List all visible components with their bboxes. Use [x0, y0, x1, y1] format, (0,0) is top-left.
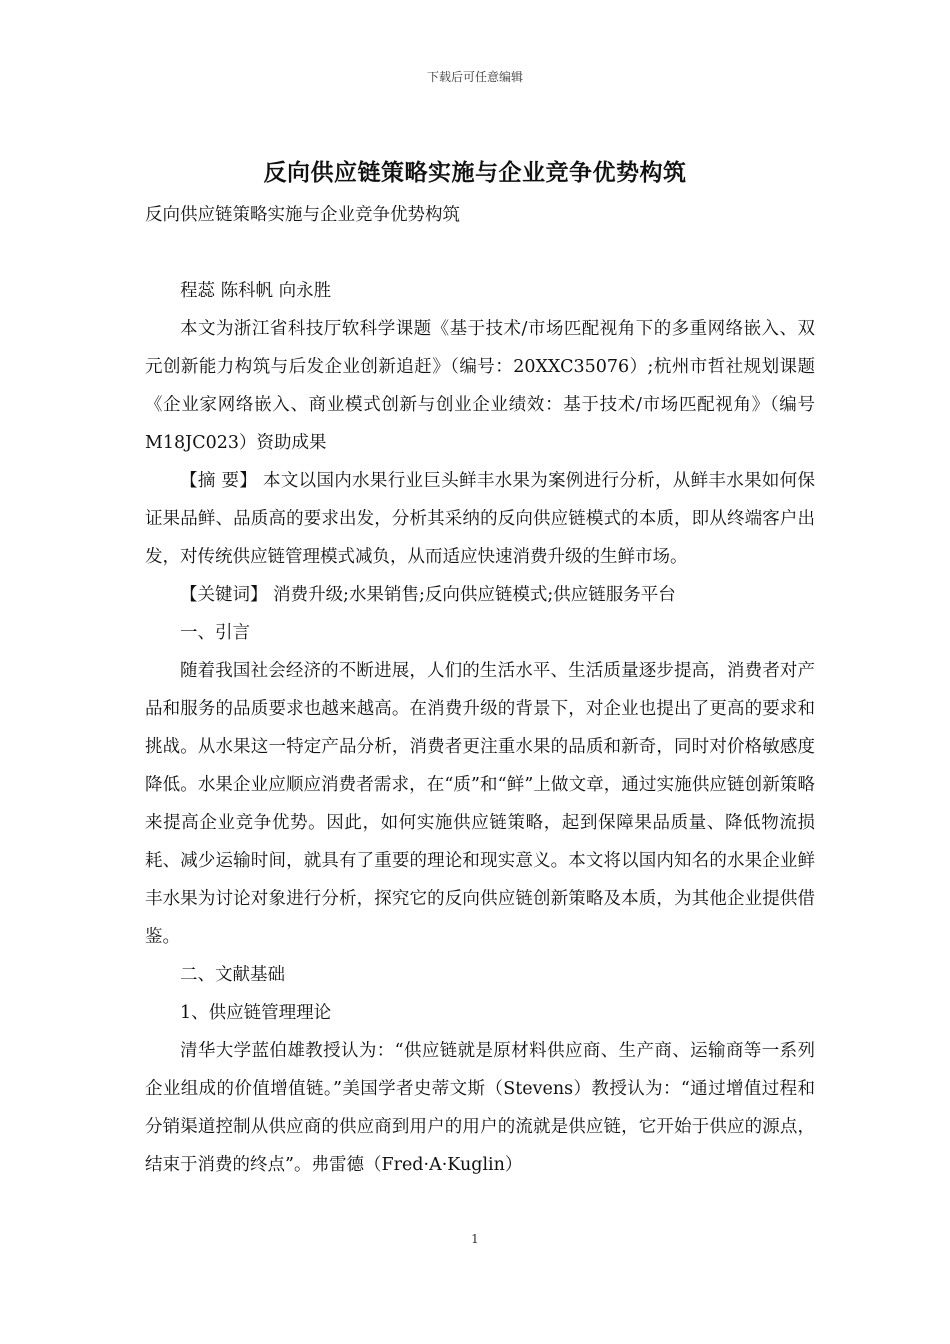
blank-line: [145, 234, 815, 272]
abstract-text: 本文以国内水果行业巨头鲜丰水果为案例进行分析，从鲜丰水果如何保证果品鲜、品质高的要求出发，分析其采纳的反向供应链模式的本质，即从终端客户出发，对传统供应链管理模式减负，从而适应快速消费升级的生鲜市场。: [145, 471, 816, 567]
document-title: 反向供应链策略实施与企业竞争优势构筑: [263, 160, 687, 186]
section-heading-introduction: 一、引言: [180, 623, 250, 643]
author-line: 程蕊 陈科帆 向永胜: [180, 281, 332, 301]
keywords-label: 【关键词】: [180, 585, 268, 605]
header-note: 下载后可任意编辑: [426, 70, 523, 84]
scm-theory-paragraph: 清华大学蓝伯雄教授认为：“供应链就是原材料供应商、生产商、运输商等一系列企业组成的价值增值链。”美国学者史蒂文斯（Stevens）教授认为：“通过增值过程和分销渠道控制从供应商的供应商到用户的用户的流就是供应链，它开始于供应的源点，结束于消费的终点”。弗雷德（Fred·A·Kuglin）: [145, 1041, 815, 1175]
abstract-paragraph: [145, 462, 815, 576]
section-heading-literature: 二、文献基础: [180, 965, 285, 985]
keywords-paragraph: [145, 576, 815, 614]
abstract-label: 【摘 要】: [180, 471, 258, 491]
subsection-heading-scm-theory: 1、供应链管理理论: [180, 1003, 332, 1023]
document-subtitle: 反向供应链策略实施与企业竞争优势构筑: [145, 205, 460, 225]
document-body: [145, 196, 815, 1184]
introduction-paragraph: 随着我国社会经济的不断进展，人们的生活水平、生活质量逐步提高，消费者对产品和服务的品质要求也越来越高。在消费升级的背景下，对企业也提出了更高的要求和挑战。从水果这一特定产品分析，消费者更注重水果的品质和新奇，同时对价格敏感度降低。水果企业应顺应消费者需求，在“质”和“鲜”上做文章，通过实施供应链创新策略来提高企业竞争优势。因此，如何实施供应链策略，起到保障果品质量、降低物流损耗、减少运输时间，就具有了重要的理论和现实意义。本文将以国内知名的水果企业鲜丰水果为讨论对象进行分析，探究它的反向供应链创新策略及本质，为其他企业提供借鉴。: [145, 661, 815, 947]
page-number: 1: [471, 1232, 479, 1246]
funding-paragraph: 本文为浙江省科技厅软科学课题《基于技术/市场匹配视角下的多重网络嵌入、双元创新能力构筑与后发企业创新追赶》（编号：20XXC35076）;杭州市哲社规划课题《企业家网络嵌入、商业模式创新与创业企业绩效：基于技术/市场匹配视角》（编号M18JC023）资助成果: [145, 319, 815, 453]
keywords-text: 消费升级;水果销售;反向供应链模式;供应链服务平台: [267, 585, 676, 605]
